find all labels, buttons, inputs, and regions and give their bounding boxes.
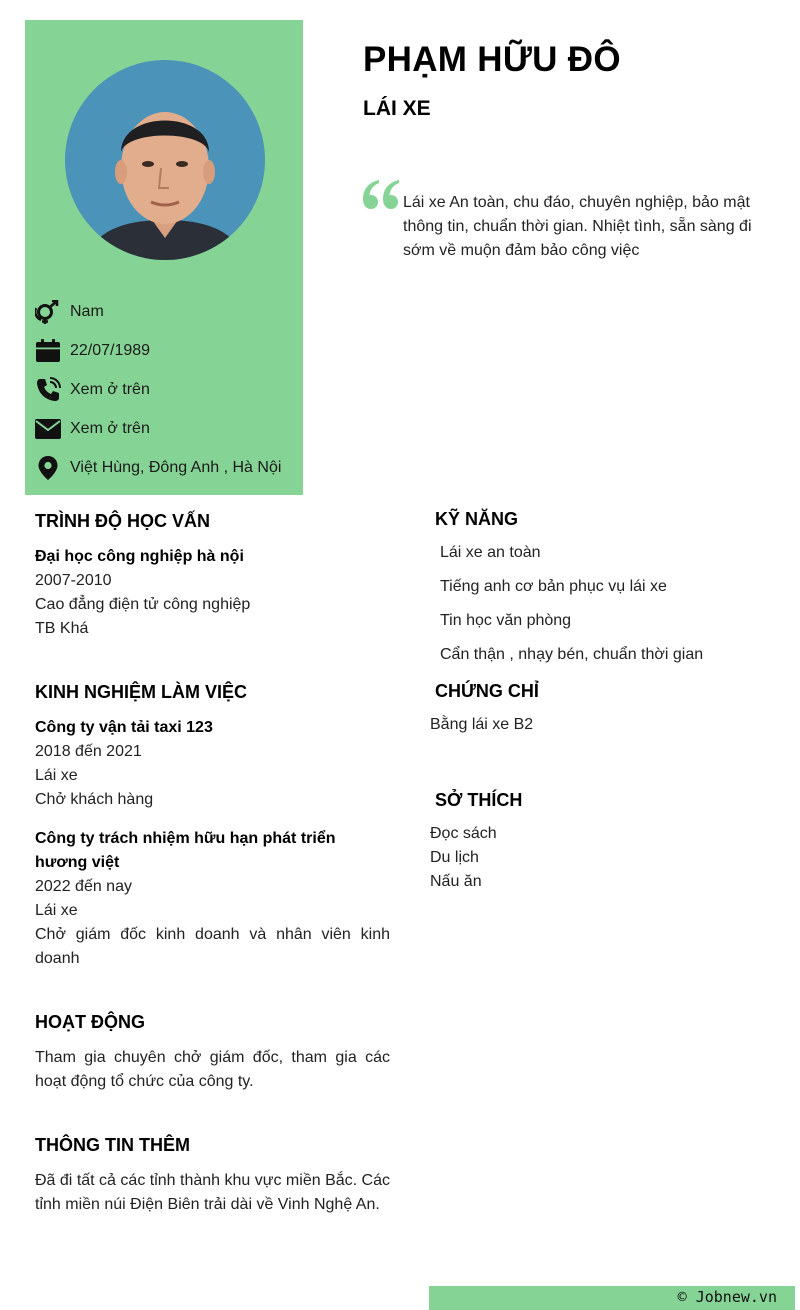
education-block [35, 545, 390, 641]
birthday-value: 22/07/1989 [70, 342, 151, 359]
education-school: Đại học công nghiệp hà nội [35, 548, 244, 565]
skill-item: Tin học văn phòng [440, 612, 572, 629]
avatar-photo [65, 60, 265, 260]
profile-sidebar [25, 20, 303, 495]
education-major: Cao đẳng điện tử công nghiệp [35, 596, 251, 613]
info-email [35, 416, 150, 442]
info-gender [35, 299, 104, 325]
quote-icon [362, 178, 400, 215]
experience-heading: KINH NGHIỆM LÀM VIỆC [35, 682, 248, 702]
additional-text: Đã đi tất cả các tỉnh thành khu vực miền Bắc. Các tỉnh miền núi Điện Biên trải dài về Vinh Nghệ An. [35, 1172, 390, 1213]
activities-heading: HOẠT ĐỘNG [35, 1012, 145, 1032]
skill-item: Tiếng anh cơ bản phục vụ lái xe [440, 578, 667, 595]
hobbies-heading: SỞ THÍCH [435, 790, 523, 810]
skill-item: Cẩn thận , nhạy bén, chuẩn thời gian [440, 646, 704, 663]
experience-company: Công ty trách nhiệm hữu hạn phát triển hương việt [35, 830, 336, 871]
certificates-heading: CHỨNG CHỈ [435, 681, 539, 701]
experience-company: Công ty vận tải taxi 123 [35, 719, 213, 736]
education-grade: TB Khá [35, 620, 89, 637]
avatar [65, 60, 265, 260]
certificate-item: Bằng lái xe B2 [430, 716, 534, 733]
info-address [35, 455, 281, 481]
calendar-icon [35, 338, 61, 364]
gender-icon [35, 299, 61, 325]
address-value: Việt Hùng, Đông Anh , Hà Nội [70, 459, 282, 476]
hobby-item: Nấu ăn [430, 873, 482, 890]
experience-item [35, 716, 390, 812]
candidate-name: PHẠM HỮU ĐÔ [363, 40, 621, 79]
experience-position: Lái xe [35, 902, 78, 919]
job-title: LÁI XE [363, 97, 431, 120]
experience-item [35, 827, 390, 971]
footer-credit: © Jobnew.vn [677, 1288, 777, 1306]
experience-description: Chở giám đốc kinh doanh và nhân viên kinh doanh [35, 926, 390, 967]
experience-period: 2018 đến 2021 [35, 743, 142, 760]
education-years: 2007-2010 [35, 572, 112, 589]
map-pin-icon [35, 455, 61, 481]
skill-item: Lái xe an toàn [440, 544, 541, 561]
footer-bar [429, 1286, 795, 1310]
info-birthday [35, 338, 150, 364]
phone-icon [35, 377, 61, 403]
activities-text: Tham gia chuyên chở giám đốc, tham gia các hoạt động tổ chức của công ty. [35, 1049, 390, 1090]
phone-value: Xem ở trên [70, 381, 150, 398]
hobbies-list [430, 822, 497, 894]
envelope-icon [35, 416, 61, 442]
hobby-item: Đọc sách [430, 825, 497, 842]
hobby-item: Du lịch [430, 849, 479, 866]
experience-period: 2022 đến nay [35, 878, 132, 895]
experience-description: Chở khách hàng [35, 791, 154, 808]
info-phone [35, 377, 150, 403]
experience-position: Lái xe [35, 767, 78, 784]
additional-heading: THÔNG TIN THÊM [35, 1135, 190, 1155]
email-value: Xem ở trên [70, 420, 150, 437]
gender-value: Nam [70, 303, 104, 320]
education-heading: TRÌNH ĐỘ HỌC VẤN [35, 511, 210, 531]
skills-heading: KỸ NĂNG [435, 509, 519, 529]
career-summary: Lái xe An toàn, chu đáo, chuyên nghiệp, bảo mật thông tin, chuẩn thời gian. Nhiệt tình, sẵn sàng đi sớm về muộn đảm bảo công việc [403, 194, 752, 259]
